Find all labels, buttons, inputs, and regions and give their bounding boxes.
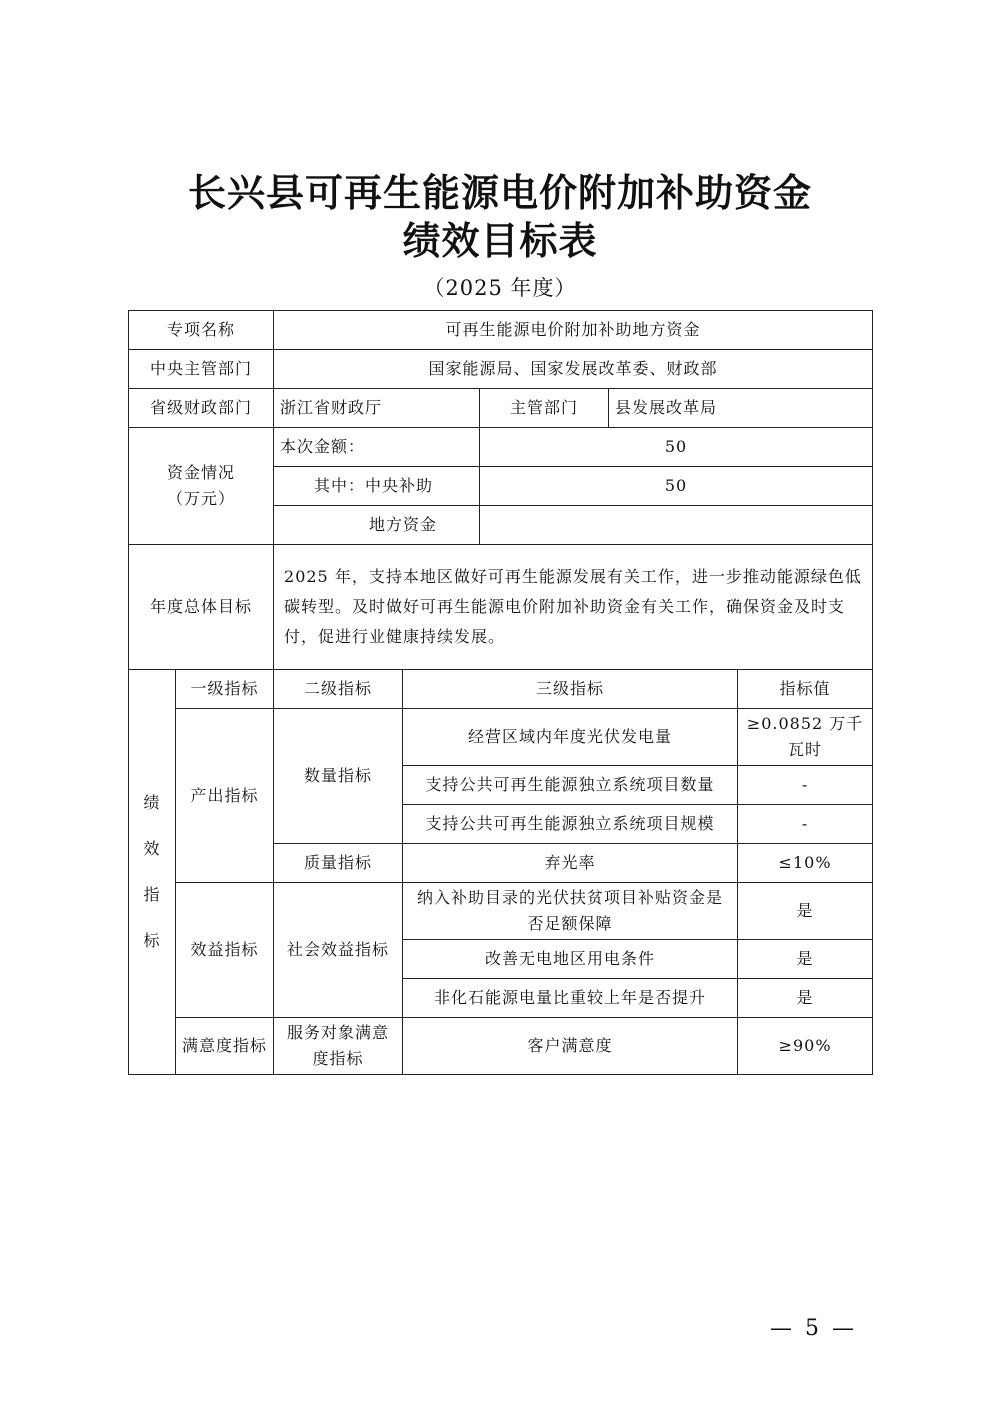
table-row bbox=[129, 670, 873, 709]
indicator-section-char: 绩 bbox=[143, 793, 161, 812]
funds-label-line1: 资金情况 bbox=[167, 463, 236, 482]
table-row bbox=[129, 350, 873, 389]
quality-level2: 质量指标 bbox=[274, 844, 403, 883]
indicator-section-char: 效 bbox=[143, 839, 161, 858]
local-funds-value bbox=[480, 506, 873, 545]
table-row bbox=[129, 389, 873, 428]
central-dept-value: 国家能源局、国家发展改革委、财政部 bbox=[274, 350, 873, 389]
table-row bbox=[129, 545, 873, 670]
indicator-section-char: 标 bbox=[143, 931, 161, 950]
page-number: — 5 — bbox=[770, 1316, 857, 1341]
amount-label: 本次金额： bbox=[274, 428, 480, 467]
competent-dept-value: 县发展改革局 bbox=[609, 389, 873, 428]
provincial-finance-label: 省级财政部门 bbox=[129, 389, 274, 428]
indicator-value: ≥90% bbox=[738, 1018, 873, 1075]
performance-target-grid bbox=[128, 310, 873, 1075]
benefit-level1: 效益指标 bbox=[176, 883, 274, 1018]
satisfaction-level2: 服务对象满意度指标 bbox=[274, 1018, 403, 1075]
social-benefit-level2: 社会效益指标 bbox=[274, 883, 403, 1018]
table-row bbox=[129, 883, 873, 940]
header-level2: 二级指标 bbox=[274, 670, 403, 709]
central-subsidy-value: 50 bbox=[480, 467, 873, 506]
local-funds-label: 地方资金 bbox=[274, 506, 480, 545]
indicator-name: 非化石能源电量比重较上年是否提升 bbox=[403, 979, 738, 1018]
indicator-value: - bbox=[738, 766, 873, 805]
table-row bbox=[129, 428, 873, 467]
indicator-name: 纳入补助目录的光伏扶贫项目补贴资金是否足额保障 bbox=[403, 883, 738, 940]
satisfaction-level1: 满意度指标 bbox=[176, 1018, 274, 1075]
header-value: 指标值 bbox=[738, 670, 873, 709]
indicator-value: 是 bbox=[738, 979, 873, 1018]
indicator-name: 弃光率 bbox=[403, 844, 738, 883]
indicator-name: 经营区域内年度光伏发电量 bbox=[403, 709, 738, 766]
indicator-name: 支持公共可再生能源独立系统项目数量 bbox=[403, 766, 738, 805]
indicator-value: ≤10% bbox=[738, 844, 873, 883]
document-title-line2: 绩效目标表 bbox=[402, 219, 598, 263]
indicator-value: - bbox=[738, 805, 873, 844]
output-level1: 产出指标 bbox=[176, 709, 274, 883]
central-dept-label: 中央主管部门 bbox=[129, 350, 274, 389]
indicator-value: 是 bbox=[738, 940, 873, 979]
project-name-label: 专项名称 bbox=[129, 311, 274, 350]
quantity-level2: 数量指标 bbox=[274, 709, 403, 844]
project-name-value: 可再生能源电价附加补助地方资金 bbox=[274, 311, 873, 350]
annual-goal-label: 年度总体目标 bbox=[129, 545, 274, 670]
document-title-line1: 长兴县可再生能源电价附加补助资金 bbox=[187, 171, 812, 215]
table-row bbox=[129, 709, 873, 766]
funds-label-line2: （万元） bbox=[167, 489, 236, 508]
header-level1: 一级指标 bbox=[176, 670, 274, 709]
funds-label bbox=[129, 428, 274, 545]
indicator-name: 改善无电地区用电条件 bbox=[403, 940, 738, 979]
indicator-section-char: 指 bbox=[143, 885, 161, 904]
indicator-name: 支持公共可再生能源独立系统项目规模 bbox=[403, 805, 738, 844]
annual-goal-text: 2025 年，支持本地区做好可再生能源发展有关工作，进一步推动能源绿色低碳转型。及时做好可再生能源电价附加补助资金有关工作，确保资金及时支付，促进行业健康持续发展。 bbox=[274, 545, 873, 670]
indicator-section-label bbox=[129, 670, 176, 1075]
indicator-name: 客户满意度 bbox=[403, 1018, 738, 1075]
table-row bbox=[129, 1018, 873, 1075]
amount-value: 50 bbox=[480, 428, 873, 467]
central-subsidy-label: 其中：中央补助 bbox=[274, 467, 480, 506]
table-row bbox=[129, 311, 873, 350]
provincial-finance-value: 浙江省财政厅 bbox=[274, 389, 480, 428]
indicator-value: 是 bbox=[738, 883, 873, 940]
competent-dept-label: 主管部门 bbox=[480, 389, 609, 428]
header-level3: 三级指标 bbox=[403, 670, 738, 709]
document-year: （2025 年度） bbox=[423, 276, 577, 300]
indicator-value: ≥0.0852 万千瓦时 bbox=[738, 709, 873, 766]
